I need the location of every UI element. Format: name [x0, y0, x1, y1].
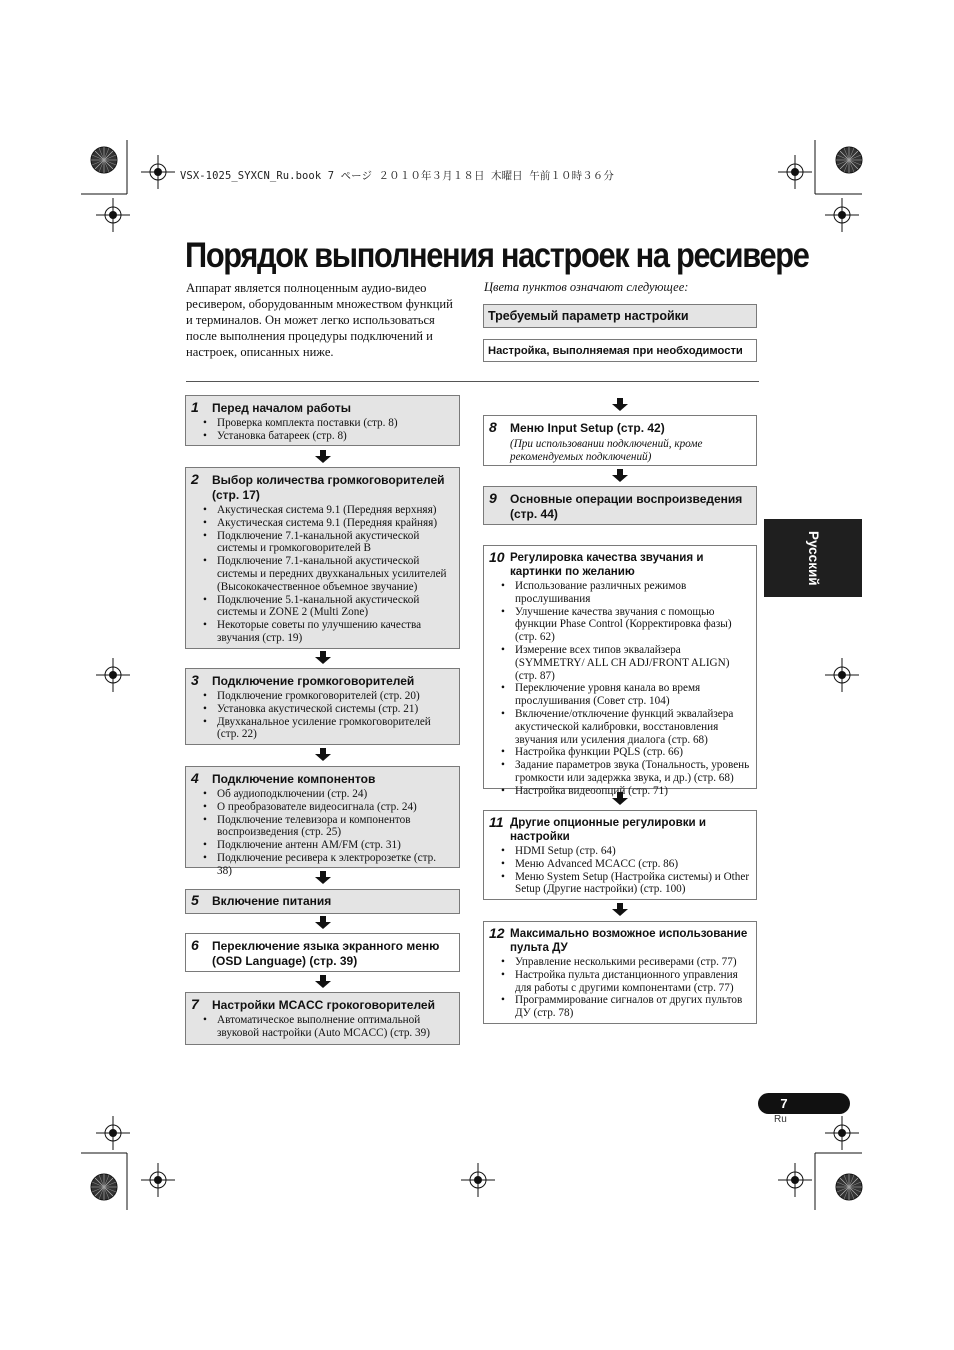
step-number: 6 [191, 937, 199, 953]
step-number: 1 [191, 399, 199, 415]
list-item: • Акустическая система 9.1 (Передняя верхняя) [203, 504, 453, 517]
list-item: • Настройка пульта дистанционного управления для работы с другими компонентами (стр. 77) [501, 969, 750, 995]
list-item: • Подключение 5.1-канальной акустической системы и ZONE 2 (Multi Zone) [203, 594, 453, 620]
list-item: • Двухканальное усиление громкоговорителей (стр. 22) [203, 716, 453, 742]
step-1 [185, 395, 460, 446]
list-item: • Подключение громкоговорителей (стр. 20) [203, 690, 453, 703]
intro-paragraph: Аппарат является полноценным аудио-видео ресивером, оборудованным множеством функций и терминалов. Он может легко использоваться после выполнения процедуры подключений и настроек, описанных ниже. [186, 281, 453, 359]
list-item: • Измерение всех типов эквалайзера (SYMMETRY/ ALL CH ADJ/FRONT ALIGN) (стр. 87) [501, 644, 750, 682]
step-number: 4 [191, 770, 199, 786]
list-item: • Подключение 7.1-канальной акустической системы и передних двухканальных усилителей (Высококачественное объемное звучание) [203, 555, 453, 593]
list-item: • Акустическая система 9.1 (Передняя крайняя) [203, 517, 453, 530]
step-title: Меню Input Setup (стр. 42) [510, 421, 665, 435]
step-title: Подключение громкоговорителей [212, 674, 415, 688]
list-item: • Проверка комплекта поставки (стр. 8) [203, 417, 453, 430]
step-items [191, 1014, 453, 1040]
step-6 [185, 933, 460, 972]
legend-optional: Настройка, выполняемая при необходимости [483, 339, 757, 362]
legend-required: Требуемый параметр настройки [483, 304, 757, 328]
list-item: • Включение/отключение функций эквалайзера акустической калибровки, восстановления звучания или усиления диалога (стр. 68) [501, 708, 750, 746]
step-8 [483, 415, 757, 466]
step-number: 7 [191, 996, 199, 1012]
step-items [191, 417, 453, 443]
list-item: • Некоторые советы по улучшению качества звучания (стр. 19) [203, 619, 453, 645]
list-item: • HDMI Setup (стр. 64) [501, 845, 750, 858]
language-tab-label: Русский [806, 530, 821, 586]
list-item: • Установка батареек (стр. 8) [203, 430, 453, 443]
step-number: 3 [191, 672, 199, 688]
step-number: 10 [489, 549, 505, 565]
step-11 [483, 810, 757, 900]
step-number: 9 [489, 490, 497, 506]
list-item: • Настройка видеоопций (стр. 71) [501, 785, 750, 798]
list-item: • Меню Advanced MCACC (стр. 86) [501, 858, 750, 871]
step-5 [185, 889, 460, 914]
step-4 [185, 766, 460, 877]
step-title: Максимально возможное использование пульта ДУ [510, 927, 748, 954]
list-item: • Об аудиоподключении (стр. 24) [203, 788, 453, 801]
list-item: • Меню System Setup (Настройка системы) и Other Setup (Другие настройки) (стр. 100) [501, 871, 750, 897]
step-10 [483, 545, 757, 797]
step-2 [185, 467, 460, 649]
list-item: • Переключение уровня канала во время прослушивания (Совет стр. 104) [501, 682, 750, 708]
step-7 [185, 992, 460, 1045]
step-number: 8 [489, 419, 497, 435]
list-item: • Установка акустической системы (стр. 21) [203, 703, 453, 716]
list-item: • Подключение антенн AM/FM (стр. 31) [203, 839, 453, 852]
language-tab [764, 519, 862, 597]
step-number: 5 [191, 892, 199, 908]
step-items [489, 956, 750, 1020]
step-number: 11 [489, 814, 504, 830]
step-title: Регулировка качества звучания и картинки по желанию [510, 551, 704, 578]
step-title: Подключение компонентов [212, 772, 376, 786]
step-title: Перед началом работы [212, 401, 351, 415]
step-items [191, 788, 453, 878]
list-item: • Настройка функции PQLS (стр. 66) [501, 746, 750, 759]
list-item: • Использование различных режимов прослушивания [501, 580, 750, 606]
step-note: (При использовании подключений, кроме рекомендуемых подключений) [510, 438, 703, 463]
list-item: • Управление несколькими ресиверами (стр. 77) [501, 956, 750, 969]
step-title: Другие опционные регулировки и настройки [510, 816, 706, 843]
list-item: • Программирование сигналов от других пультов ДУ (стр. 78) [501, 994, 750, 1020]
step-items [489, 580, 750, 798]
step-3 [185, 668, 460, 745]
file-info-header: VSX-1025_SYXCN_Ru.book 7 ページ ２０１０年３月１８日 木曜日 午前１０時３６分 [180, 170, 614, 182]
step-number: 2 [191, 471, 199, 487]
step-title: Включение питания [212, 894, 332, 908]
step-9 [483, 486, 757, 525]
list-item: • Задание параметров звука (Тональность, уровень громкости или задержка звука, и др.) (стр. 68) [501, 759, 750, 785]
step-number: 12 [489, 925, 505, 941]
step-12 [483, 921, 757, 1024]
list-item: • Автоматическое выполнение оптимальной звуковой настройки (Auto MCACC) (стр. 39) [203, 1014, 453, 1040]
step-items [191, 690, 453, 741]
step-items [489, 845, 750, 896]
step-title: Переключение языка экранного меню (OSD Language) (стр. 39) [212, 939, 440, 968]
page-language-code: Ru [774, 1114, 787, 1125]
section-divider [186, 381, 759, 382]
list-item: • Улучшение качества звучания с помощью функции Phase Control (Корректировка фазы) (стр. 62) [501, 606, 750, 644]
step-items [191, 504, 453, 645]
step-title: Основные операции воспроизведения (стр. 44) [510, 492, 743, 521]
list-item: • Подключение телевизора и компонентов воспроизведения (стр. 25) [203, 814, 453, 840]
list-item: • Подключение ресивера к электророзетке (стр. 38) [203, 852, 453, 878]
step-title: Выбор количества громкоговорителей (стр. 17) [212, 473, 445, 502]
page-number: 7 [780, 1096, 788, 1111]
page-number-pill [758, 1093, 850, 1114]
legend-caption: Цвета пунктов означают следующее: [484, 280, 689, 294]
step-title: Настройки MCACC грокоговорителей [212, 998, 435, 1012]
list-item: • Подключение 7.1-канальной акустической системы и громкоговорителей B [203, 530, 453, 556]
page-title: Порядок выполнения настроек на ресивере [185, 236, 809, 275]
list-item: • О преобразователе видеосигнала (стр. 24) [203, 801, 453, 814]
